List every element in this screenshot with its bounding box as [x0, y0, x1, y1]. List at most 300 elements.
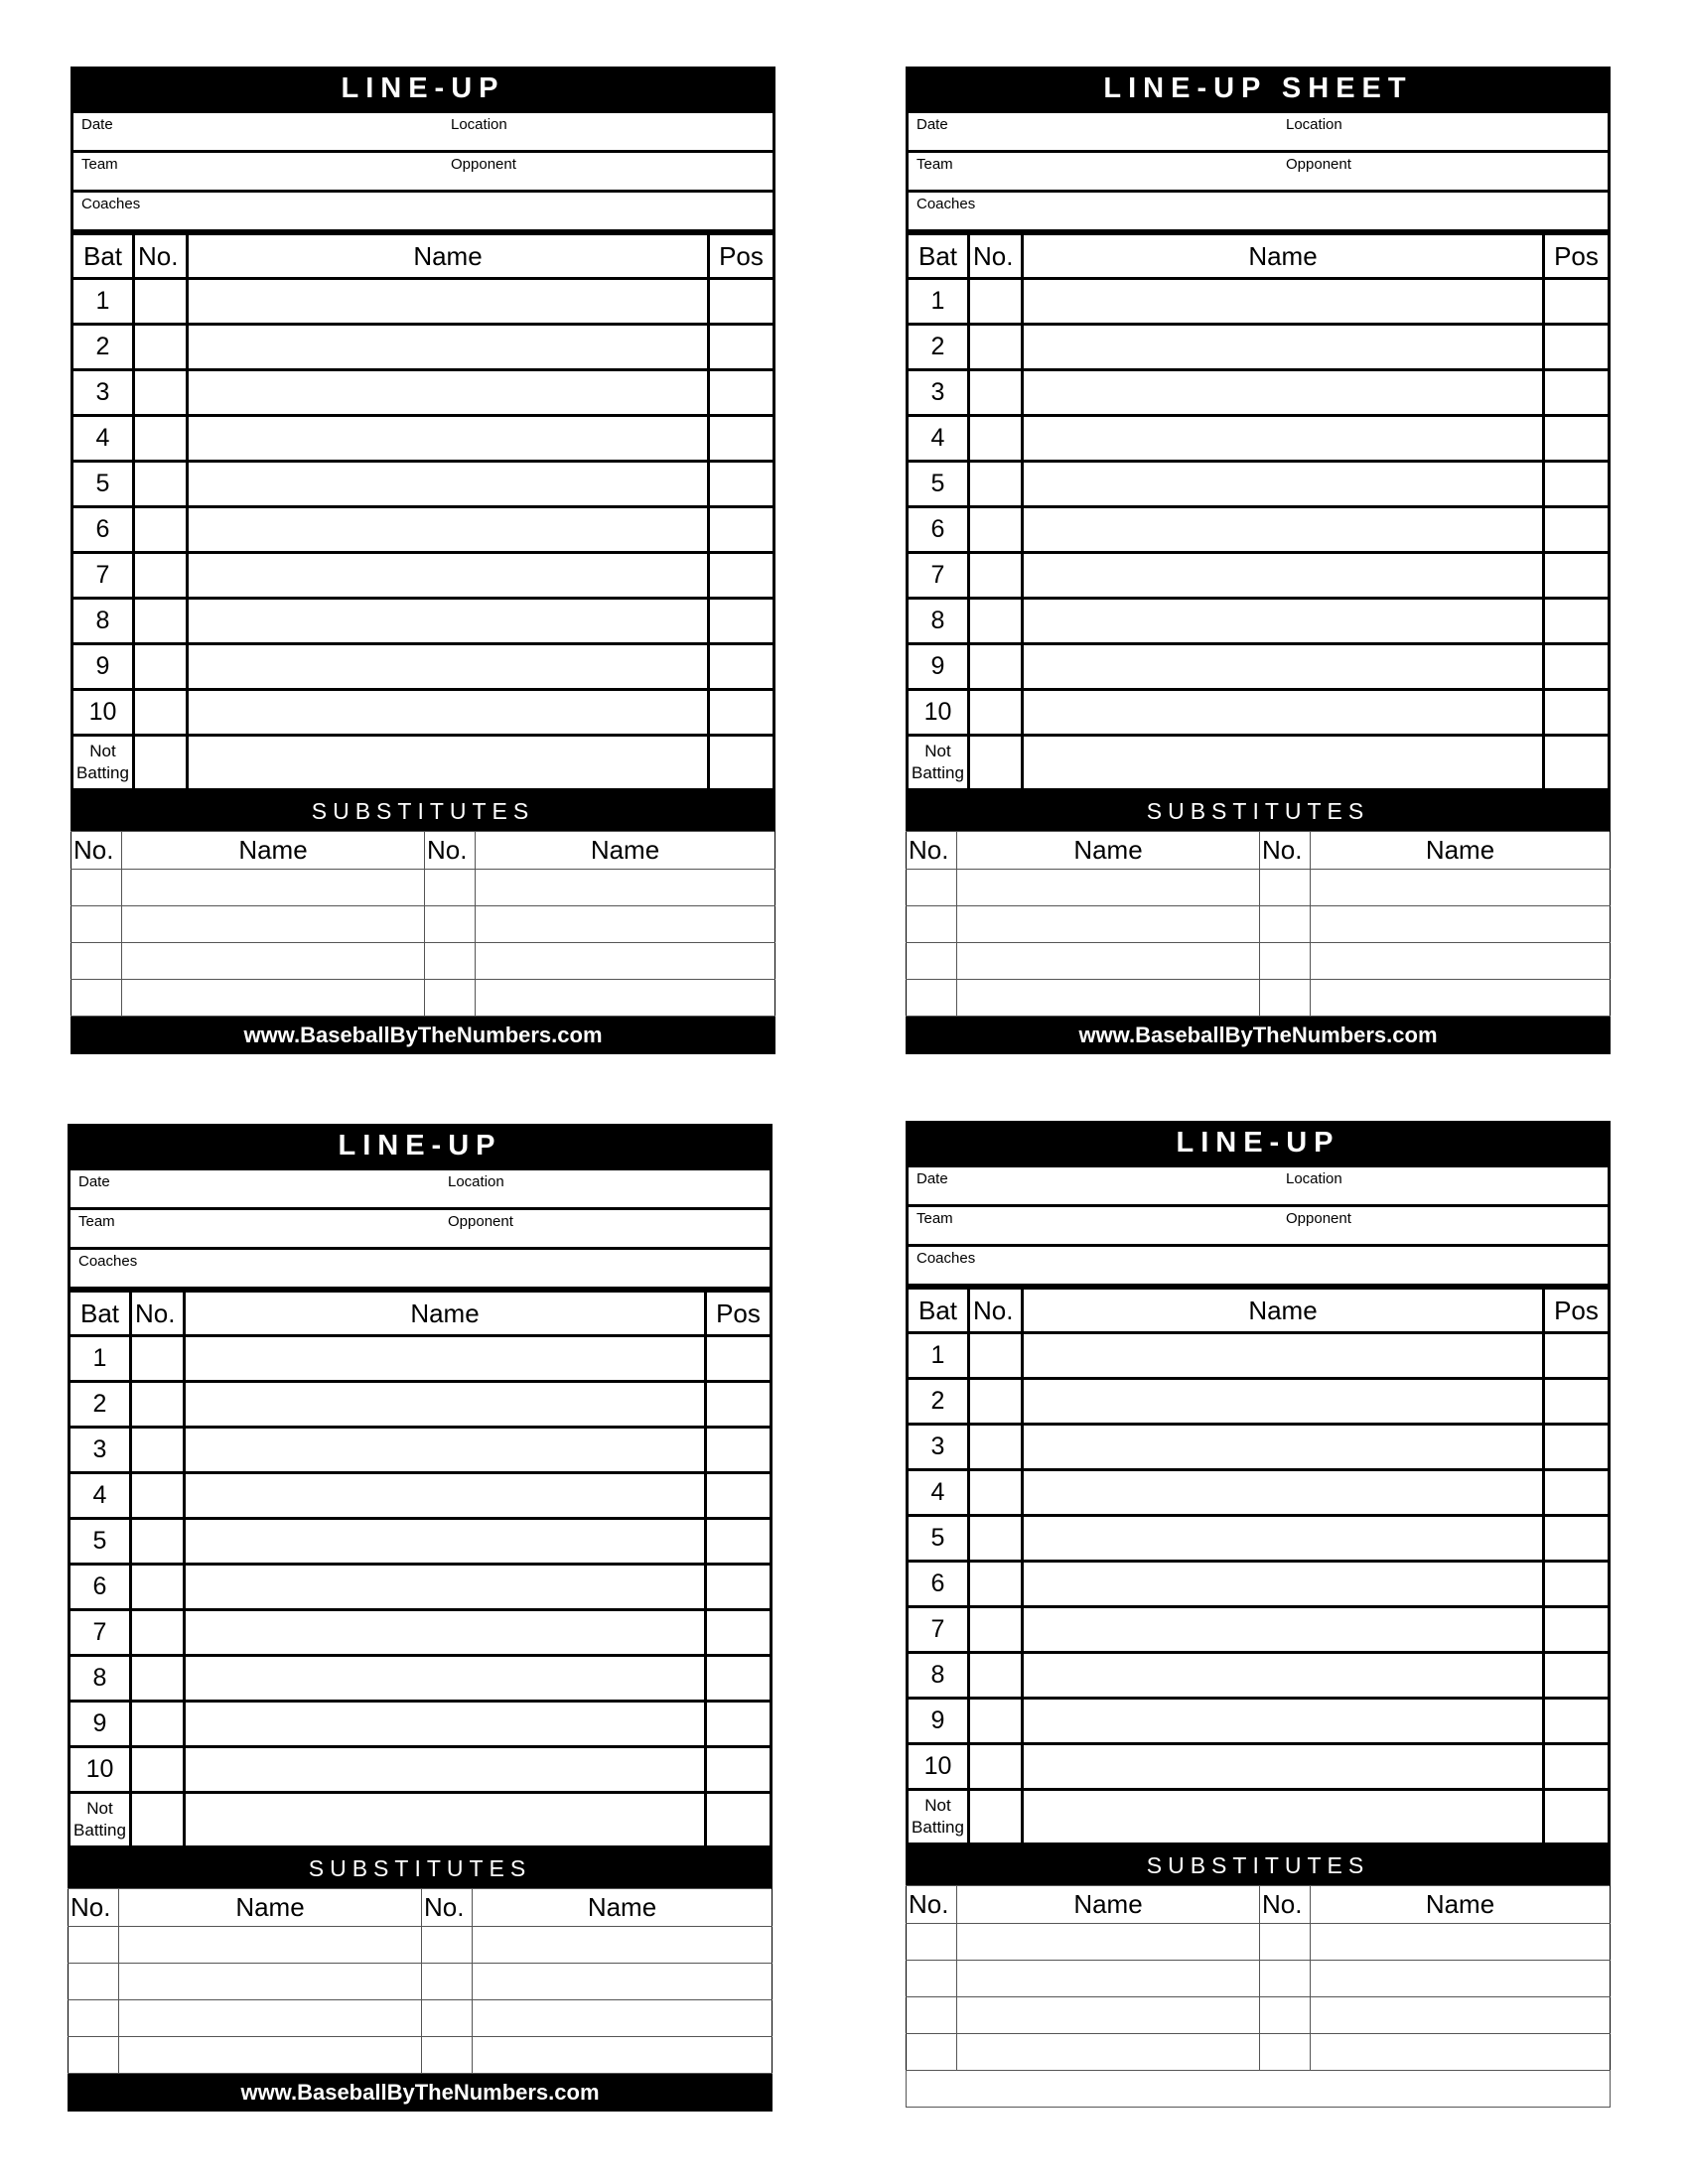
player-name-cell[interactable]	[1023, 370, 1544, 416]
sub-name-cell[interactable]	[476, 943, 775, 980]
sub-name-cell[interactable]	[122, 980, 425, 1017]
bat-header: Bat	[72, 234, 134, 279]
sub-name-cell[interactable]	[1311, 2034, 1611, 2071]
lineup-row	[908, 1744, 1610, 1790]
lineup-row	[908, 416, 1610, 462]
jersey-number-cell[interactable]	[969, 1790, 1023, 1844]
player-name-cell[interactable]	[185, 1610, 706, 1656]
lineup-card	[70, 67, 775, 1054]
sub-name-cell[interactable]	[957, 980, 1260, 1017]
bat-order-number: 2	[908, 1379, 969, 1425]
position-cell[interactable]	[709, 325, 774, 370]
sub-name-cell[interactable]	[122, 870, 425, 906]
sub-name-cell[interactable]	[473, 2000, 773, 2037]
position-cell[interactable]	[709, 279, 774, 325]
footer-url: www.BaseballByTheNumbers.com	[906, 1017, 1611, 1054]
lineup-row	[908, 462, 1610, 507]
player-name-cell[interactable]	[185, 1656, 706, 1702]
substitute-row	[907, 870, 1611, 906]
player-name-cell[interactable]	[185, 1382, 706, 1428]
jersey-number-cell[interactable]	[969, 1470, 1023, 1516]
sub-number-cell[interactable]	[71, 943, 122, 980]
bat-order-number: 10	[72, 690, 134, 736]
jersey-number-cell[interactable]	[969, 1699, 1023, 1744]
sub-name-cell[interactable]	[1311, 980, 1611, 1017]
player-name-cell[interactable]	[1023, 1790, 1544, 1844]
sub-name-cell[interactable]	[1311, 943, 1611, 980]
player-name-cell[interactable]	[185, 1473, 706, 1519]
sub-number-cell[interactable]	[69, 1964, 119, 2000]
position-cell[interactable]	[1544, 736, 1610, 790]
bat-order-number: 3	[908, 370, 969, 416]
substitute-row	[907, 980, 1611, 1017]
position-cell[interactable]	[1544, 462, 1610, 507]
player-name-cell[interactable]	[185, 1793, 706, 1847]
position-cell[interactable]	[709, 599, 774, 644]
lineup-row	[72, 462, 774, 507]
date-label: Date	[916, 116, 948, 133]
sub-number-cell[interactable]	[907, 1997, 957, 2034]
jersey-number-cell[interactable]	[134, 370, 188, 416]
lineup-row	[72, 416, 774, 462]
player-name-cell[interactable]	[188, 370, 709, 416]
substitute-row	[71, 906, 775, 943]
player-name-cell[interactable]	[1023, 325, 1544, 370]
lineup-row	[72, 507, 774, 553]
lineup-row	[72, 370, 774, 416]
sub-name-header: Name	[122, 832, 425, 870]
sub-no-header: No.	[69, 1889, 119, 1927]
jersey-number-cell[interactable]	[969, 1653, 1023, 1699]
position-cell[interactable]	[706, 1610, 772, 1656]
not-batting-row	[908, 1790, 1610, 1844]
player-name-cell[interactable]	[1023, 1425, 1544, 1470]
jersey-number-cell[interactable]	[969, 1425, 1023, 1470]
position-cell[interactable]	[706, 1428, 772, 1473]
player-name-cell[interactable]	[188, 416, 709, 462]
sub-number-cell[interactable]	[69, 2000, 119, 2037]
jersey-number-cell[interactable]	[134, 736, 188, 790]
position-cell[interactable]	[1544, 1425, 1610, 1470]
sub-no-header: No.	[907, 832, 957, 870]
jersey-number-cell[interactable]	[969, 507, 1023, 553]
sub-name-cell[interactable]	[119, 2000, 422, 2037]
position-cell[interactable]	[1544, 507, 1610, 553]
jersey-number-cell[interactable]	[969, 644, 1023, 690]
player-name-cell[interactable]	[188, 325, 709, 370]
position-cell[interactable]	[1544, 370, 1610, 416]
jersey-number-cell[interactable]	[131, 1428, 185, 1473]
sub-name-cell[interactable]	[119, 1964, 422, 2000]
lineup-table	[68, 1290, 773, 1848]
lineup-row	[908, 1379, 1610, 1425]
jersey-number-cell[interactable]	[969, 279, 1023, 325]
jersey-number-cell[interactable]	[969, 416, 1023, 462]
bat-order-number: 3	[70, 1428, 131, 1473]
position-cell[interactable]	[1544, 1699, 1610, 1744]
sub-number-cell[interactable]	[425, 943, 476, 980]
position-cell[interactable]	[709, 690, 774, 736]
bat-order-number: 6	[72, 507, 134, 553]
player-name-cell[interactable]	[185, 1519, 706, 1565]
player-name-cell[interactable]	[185, 1336, 706, 1382]
bat-order-number: 5	[70, 1519, 131, 1565]
position-cell[interactable]	[706, 1473, 772, 1519]
player-name-cell[interactable]	[1023, 736, 1544, 790]
sub-name-cell[interactable]	[473, 1927, 773, 1964]
sub-number-cell[interactable]	[1260, 870, 1311, 906]
player-name-cell[interactable]	[1023, 279, 1544, 325]
jersey-number-cell[interactable]	[131, 1656, 185, 1702]
position-cell[interactable]	[709, 507, 774, 553]
sub-name-header: Name	[473, 1889, 773, 1927]
position-cell[interactable]	[1544, 644, 1610, 690]
lineup-card	[906, 67, 1611, 1054]
jersey-number-cell[interactable]	[134, 690, 188, 736]
bat-order-number: 6	[908, 1562, 969, 1607]
bat-order-number: 1	[72, 279, 134, 325]
bat-order-number: 2	[70, 1382, 131, 1428]
sub-name-cell[interactable]	[476, 906, 775, 943]
sub-number-cell[interactable]	[907, 870, 957, 906]
position-cell[interactable]	[1544, 599, 1610, 644]
sub-name-cell[interactable]	[122, 943, 425, 980]
position-cell[interactable]	[1544, 416, 1610, 462]
position-cell[interactable]	[1544, 1653, 1610, 1699]
substitute-row	[907, 2034, 1611, 2071]
coaches-row[interactable]	[909, 1244, 1608, 1284]
substitutes-header-row	[69, 1889, 773, 1927]
location-label: Location	[1286, 116, 1342, 133]
sub-name-cell[interactable]	[1311, 1997, 1611, 2034]
jersey-number-cell[interactable]	[134, 325, 188, 370]
sub-name-cell[interactable]	[957, 906, 1260, 943]
substitutes-title: SUBSTITUTES	[70, 791, 775, 831]
sub-name-cell[interactable]	[957, 1961, 1260, 1997]
date-location-row[interactable]	[909, 110, 1608, 150]
team-opponent-row[interactable]	[70, 1207, 770, 1247]
lineup-row	[72, 279, 774, 325]
position-cell[interactable]	[709, 416, 774, 462]
position-cell[interactable]	[706, 1565, 772, 1610]
position-cell[interactable]	[1544, 1470, 1610, 1516]
sub-number-cell[interactable]	[422, 2037, 473, 2074]
player-name-cell[interactable]	[185, 1565, 706, 1610]
sub-name-cell[interactable]	[119, 2037, 422, 2074]
sub-name-cell[interactable]	[957, 943, 1260, 980]
player-name-cell[interactable]	[185, 1702, 706, 1747]
jersey-number-cell[interactable]	[969, 1744, 1023, 1790]
substitute-row	[907, 1924, 1611, 1961]
jersey-number-cell[interactable]	[131, 1610, 185, 1656]
lineup-row	[908, 1516, 1610, 1562]
sub-name-header: Name	[1311, 832, 1611, 870]
player-name-cell[interactable]	[1023, 644, 1544, 690]
player-name-cell[interactable]	[188, 736, 709, 790]
player-name-cell[interactable]	[188, 644, 709, 690]
jersey-number-cell[interactable]	[969, 736, 1023, 790]
lineup-row	[908, 553, 1610, 599]
sub-number-cell[interactable]	[422, 1964, 473, 2000]
sub-number-cell[interactable]	[425, 870, 476, 906]
team-label: Team	[78, 1213, 115, 1230]
bat-order-number: 6	[908, 507, 969, 553]
not-batting-label: Not Batting	[70, 1793, 131, 1847]
sub-name-cell[interactable]	[476, 980, 775, 1017]
name-header: Name	[188, 234, 709, 279]
position-cell[interactable]	[1544, 1607, 1610, 1653]
player-name-cell[interactable]	[188, 690, 709, 736]
lineup-header-row	[72, 234, 774, 279]
player-name-cell[interactable]	[1023, 507, 1544, 553]
player-name-cell[interactable]	[1023, 1699, 1544, 1744]
position-cell[interactable]	[709, 462, 774, 507]
position-cell[interactable]	[709, 370, 774, 416]
team-label: Team	[81, 156, 118, 173]
sub-number-cell[interactable]	[422, 1927, 473, 1964]
not-batting-label: Not Batting	[908, 1790, 969, 1844]
substitutes-table	[68, 1888, 773, 2074]
bat-order-number: 1	[908, 1333, 969, 1379]
player-name-cell[interactable]	[1023, 1379, 1544, 1425]
sub-number-cell[interactable]	[1260, 2034, 1311, 2071]
player-name-cell[interactable]	[188, 553, 709, 599]
substitute-row	[907, 1961, 1611, 1997]
lineup-row	[72, 553, 774, 599]
player-name-cell[interactable]	[188, 599, 709, 644]
sub-name-cell[interactable]	[1311, 906, 1611, 943]
player-name-cell[interactable]	[1023, 1470, 1544, 1516]
sub-number-cell[interactable]	[1260, 1997, 1311, 2034]
player-name-cell[interactable]	[188, 462, 709, 507]
sub-number-cell[interactable]	[1260, 1924, 1311, 1961]
lineup-row	[70, 1336, 772, 1382]
sub-name-cell[interactable]	[476, 870, 775, 906]
substitutes-title: SUBSTITUTES	[906, 791, 1611, 831]
position-cell[interactable]	[1544, 1790, 1610, 1844]
jersey-number-cell[interactable]	[969, 325, 1023, 370]
sub-number-cell[interactable]	[71, 906, 122, 943]
player-name-cell[interactable]	[1023, 462, 1544, 507]
no-header: No.	[131, 1292, 185, 1336]
sub-name-cell[interactable]	[473, 2037, 773, 2074]
bat-order-number: 9	[908, 644, 969, 690]
lineup-row	[908, 1470, 1610, 1516]
sub-number-cell[interactable]	[907, 906, 957, 943]
position-cell[interactable]	[1544, 1379, 1610, 1425]
bat-order-number: 5	[72, 462, 134, 507]
jersey-number-cell[interactable]	[969, 462, 1023, 507]
player-name-cell[interactable]	[185, 1747, 706, 1793]
lineup-card	[906, 1121, 1611, 2108]
sub-no-header: No.	[907, 1886, 957, 1924]
substitutes-table	[906, 831, 1611, 1017]
jersey-number-cell[interactable]	[969, 1607, 1023, 1653]
pos-header: Pos	[706, 1292, 772, 1336]
lineup-row	[908, 1333, 1610, 1379]
jersey-number-cell[interactable]	[134, 644, 188, 690]
position-cell[interactable]	[706, 1702, 772, 1747]
position-cell[interactable]	[1544, 1744, 1610, 1790]
player-name-cell[interactable]	[1023, 553, 1544, 599]
sub-number-cell[interactable]	[1260, 980, 1311, 1017]
position-cell[interactable]	[1544, 1333, 1610, 1379]
sub-number-cell[interactable]	[71, 980, 122, 1017]
sub-number-cell[interactable]	[425, 906, 476, 943]
sub-number-cell[interactable]	[425, 980, 476, 1017]
player-name-cell[interactable]	[1023, 1516, 1544, 1562]
position-cell[interactable]	[706, 1382, 772, 1428]
team-opponent-row[interactable]	[73, 150, 773, 190]
bat-order-number: 1	[908, 279, 969, 325]
sub-number-cell[interactable]	[907, 2034, 957, 2071]
not-batting-row	[72, 736, 774, 790]
player-name-cell[interactable]	[1023, 599, 1544, 644]
player-name-cell[interactable]	[188, 279, 709, 325]
position-cell[interactable]	[706, 1336, 772, 1382]
substitutes-title: SUBSTITUTES	[68, 1848, 773, 1888]
sub-name-cell[interactable]	[957, 1997, 1260, 2034]
jersey-number-cell[interactable]	[131, 1565, 185, 1610]
pos-header: Pos	[709, 234, 774, 279]
lineup-row	[908, 370, 1610, 416]
jersey-number-cell[interactable]	[969, 370, 1023, 416]
player-name-cell[interactable]	[1023, 1744, 1544, 1790]
lineup-row	[908, 1653, 1610, 1699]
position-cell[interactable]	[1544, 1562, 1610, 1607]
player-name-cell[interactable]	[1023, 690, 1544, 736]
substitutes-title: SUBSTITUTES	[906, 1845, 1611, 1885]
player-name-cell[interactable]	[1023, 1653, 1544, 1699]
jersey-number-cell[interactable]	[969, 553, 1023, 599]
jersey-number-cell[interactable]	[131, 1336, 185, 1382]
jersey-number-cell[interactable]	[131, 1793, 185, 1847]
position-cell[interactable]	[706, 1747, 772, 1793]
position-cell[interactable]	[1544, 279, 1610, 325]
bat-order-number: 10	[70, 1747, 131, 1793]
jersey-number-cell[interactable]	[969, 1516, 1023, 1562]
jersey-number-cell[interactable]	[969, 1333, 1023, 1379]
date-location-row[interactable]	[909, 1164, 1608, 1204]
player-name-cell[interactable]	[1023, 1333, 1544, 1379]
lineup-row	[908, 1425, 1610, 1470]
sub-number-cell[interactable]	[907, 980, 957, 1017]
sub-number-cell[interactable]	[907, 1961, 957, 1997]
player-name-cell[interactable]	[185, 1428, 706, 1473]
bat-order-number: 9	[908, 1699, 969, 1744]
lineup-row	[908, 1607, 1610, 1653]
position-cell[interactable]	[709, 644, 774, 690]
player-name-cell[interactable]	[1023, 416, 1544, 462]
date-label: Date	[78, 1173, 110, 1190]
position-cell[interactable]	[1544, 1516, 1610, 1562]
sub-name-cell[interactable]	[119, 1927, 422, 1964]
jersey-number-cell[interactable]	[969, 1562, 1023, 1607]
bat-order-number: 4	[908, 1470, 969, 1516]
jersey-number-cell[interactable]	[134, 416, 188, 462]
coaches-row[interactable]	[70, 1247, 770, 1287]
sub-number-cell[interactable]	[907, 1924, 957, 1961]
jersey-number-cell[interactable]	[131, 1382, 185, 1428]
sub-number-cell[interactable]	[422, 2000, 473, 2037]
substitute-row	[69, 2037, 773, 2074]
sub-number-cell[interactable]	[71, 870, 122, 906]
sub-name-cell[interactable]	[1311, 870, 1611, 906]
sub-number-cell[interactable]	[1260, 1961, 1311, 1997]
coaches-label: Coaches	[78, 1253, 138, 1270]
position-cell[interactable]	[706, 1793, 772, 1847]
sub-number-cell[interactable]	[907, 943, 957, 980]
jersey-number-cell[interactable]	[134, 553, 188, 599]
no-header: No.	[969, 234, 1023, 279]
game-info	[68, 1167, 773, 1290]
jersey-number-cell[interactable]	[131, 1519, 185, 1565]
sub-name-cell[interactable]	[1311, 1924, 1611, 1961]
player-name-cell[interactable]	[1023, 1607, 1544, 1653]
sub-number-cell[interactable]	[1260, 943, 1311, 980]
jersey-number-cell[interactable]	[134, 279, 188, 325]
sub-number-cell[interactable]	[69, 2037, 119, 2074]
jersey-number-cell[interactable]	[131, 1747, 185, 1793]
bat-order-number: 10	[908, 1744, 969, 1790]
coaches-row[interactable]	[73, 190, 773, 229]
lineup-row	[72, 644, 774, 690]
jersey-number-cell[interactable]	[131, 1473, 185, 1519]
position-cell[interactable]	[709, 553, 774, 599]
bat-order-number: 2	[908, 325, 969, 370]
sub-name-cell[interactable]	[1311, 1961, 1611, 1997]
position-cell[interactable]	[706, 1656, 772, 1702]
position-cell[interactable]	[706, 1519, 772, 1565]
jersey-number-cell[interactable]	[134, 599, 188, 644]
sub-name-cell[interactable]	[122, 906, 425, 943]
date-location-row[interactable]	[70, 1167, 770, 1207]
position-cell[interactable]	[1544, 553, 1610, 599]
coaches-row[interactable]	[909, 190, 1608, 229]
date-location-row[interactable]	[73, 110, 773, 150]
sub-name-cell[interactable]	[957, 870, 1260, 906]
player-name-cell[interactable]	[1023, 1562, 1544, 1607]
footer-empty-row	[906, 2071, 1611, 2108]
sub-number-cell[interactable]	[69, 1927, 119, 1964]
jersey-number-cell[interactable]	[969, 690, 1023, 736]
lineup-row	[908, 279, 1610, 325]
sub-name-cell[interactable]	[957, 2034, 1260, 2071]
bat-order-number: 9	[70, 1702, 131, 1747]
lineup-row	[70, 1747, 772, 1793]
jersey-number-cell[interactable]	[134, 462, 188, 507]
sub-name-cell[interactable]	[957, 1924, 1260, 1961]
team-opponent-row[interactable]	[909, 150, 1608, 190]
lineup-row	[70, 1656, 772, 1702]
jersey-number-cell[interactable]	[969, 599, 1023, 644]
bat-order-number: 7	[908, 1607, 969, 1653]
jersey-number-cell[interactable]	[134, 507, 188, 553]
jersey-number-cell[interactable]	[969, 1379, 1023, 1425]
position-cell[interactable]	[1544, 325, 1610, 370]
lineup-row	[908, 507, 1610, 553]
bat-order-number: 3	[908, 1425, 969, 1470]
jersey-number-cell[interactable]	[131, 1702, 185, 1747]
opponent-label: Opponent	[1286, 156, 1351, 173]
position-cell[interactable]	[709, 736, 774, 790]
team-opponent-row[interactable]	[909, 1204, 1608, 1244]
player-name-cell[interactable]	[188, 507, 709, 553]
sub-number-cell[interactable]	[1260, 906, 1311, 943]
position-cell[interactable]	[1544, 690, 1610, 736]
substitute-row	[69, 1927, 773, 1964]
sub-name-cell[interactable]	[473, 1964, 773, 2000]
